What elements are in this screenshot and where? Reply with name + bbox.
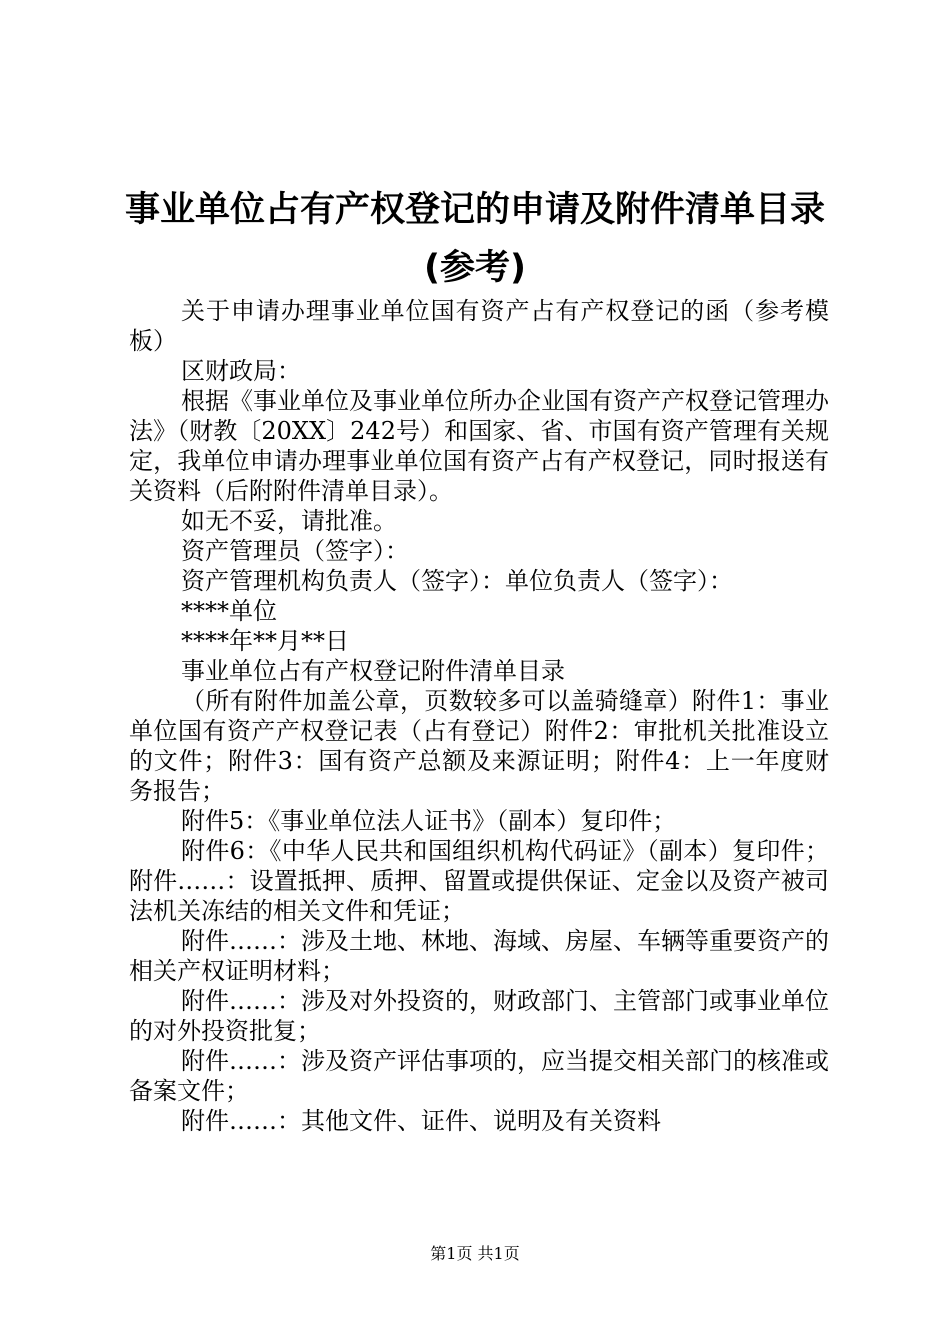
body-paragraph: 根据《事业单位及事业单位所办企业国有资产产权登记管理办法》（财教〔20XX〕242号）和国家、省、市国有资产管理有关规定，我单位申请办理事业单位国有资产占有产权登记，同时报送有关资料（后附附件清单目录）。 (129, 387, 829, 505)
unit-name: ****单位 (181, 597, 277, 625)
letter-heading: 关于申请办理事业单位国有资产占有产权登记的函（参考模板） (129, 297, 829, 355)
attachment-item: 附件6：《中华人民共和国组织机构代码证》（副本）复印件；附件……：设置抵押、质押、留置或提供保证、定金以及资产被司法机关冻结的相关文件和凭证； (129, 837, 829, 925)
recipient: 区财政局： (181, 357, 301, 385)
request-line: 如无不妥，请批准。 (181, 507, 397, 535)
attachment-item: 附件……：涉及土地、林地、海域、房屋、车辆等重要资产的相关产权证明材料； (129, 927, 829, 985)
attachment-item: 附件5：《事业单位法人证书》（副本）复印件； (181, 807, 677, 835)
signature-responsible-persons: 资产管理机构负责人（签字）：单位负责人（签字）： (181, 567, 733, 595)
signature-asset-manager: 资产管理员（签字）： (181, 537, 409, 565)
date-line: ****年**月**日 (181, 627, 349, 655)
attachment-item: 附件……：其他文件、证件、说明及有关资料 (181, 1107, 661, 1135)
attachment-item: 附件……：涉及对外投资的，财政部门、主管部门或事业单位的对外投资批复； (129, 987, 829, 1045)
document-body (129, 296, 829, 1136)
attachment-list-heading: 事业单位占有产权登记附件清单目录 (181, 657, 565, 685)
attachment-item: （所有附件加盖公章，页数较多可以盖骑缝章）附件1：事业单位国有资产产权登记表（占有登记）附件2：审批机关批准设立的文件；附件3：国有资产总额及来源证明；附件4：上一年度财务报告； (129, 687, 829, 805)
page-footer: 第1页 共1页 (430, 1244, 520, 1263)
document-subtitle: (参考) (424, 248, 526, 288)
document-title: 事业单位占有产权登记的申请及附件清单目录 (124, 190, 825, 230)
attachment-item: 附件……：涉及资产评估事项的，应当提交相关部门的核准或备案文件； (129, 1047, 829, 1105)
